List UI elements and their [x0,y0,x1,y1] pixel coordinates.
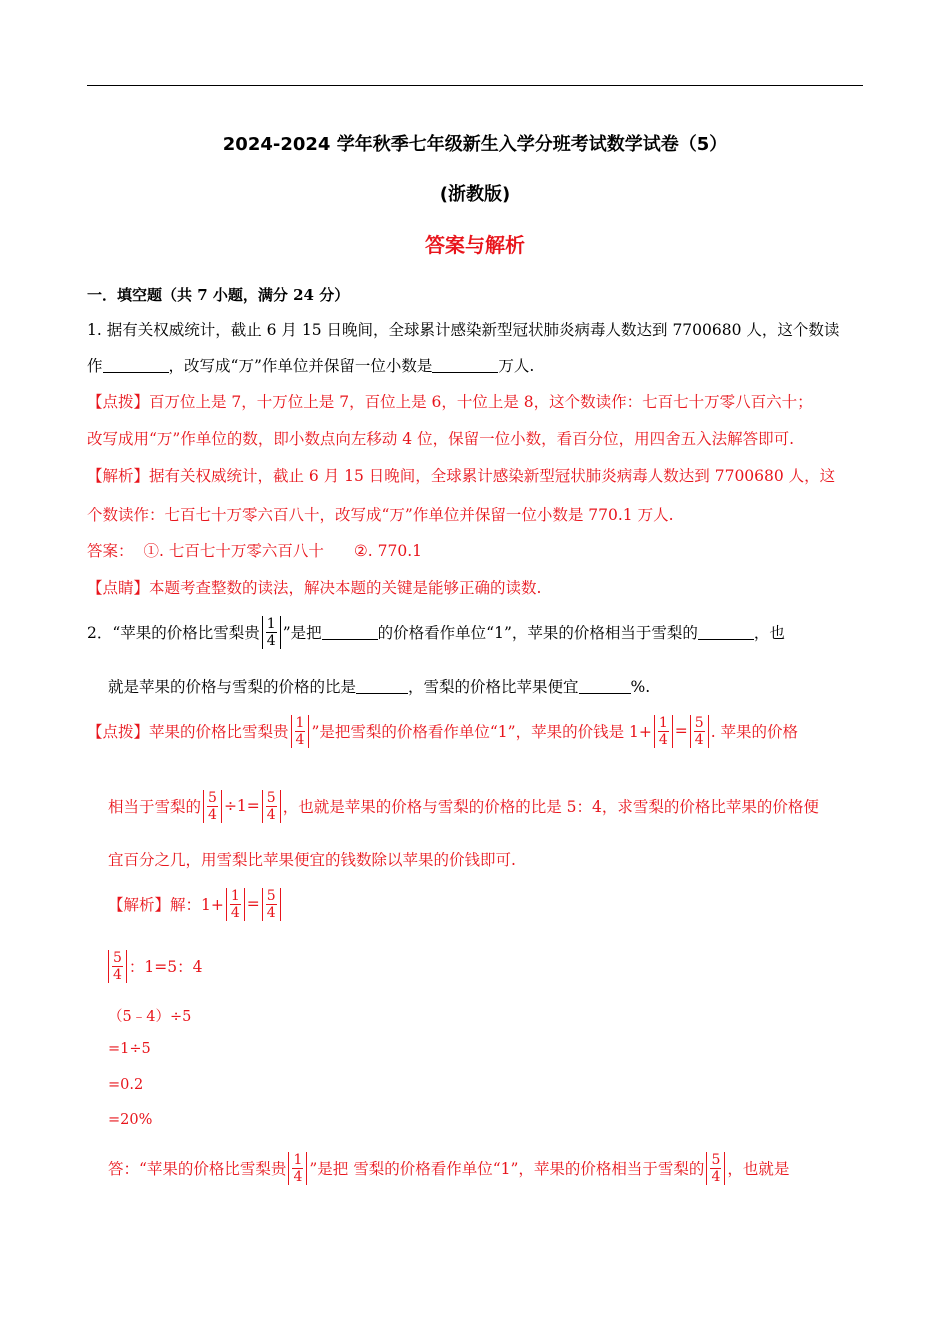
answer-heading: 答案与解析 [425,233,525,257]
q2-h2-text-c: ，也就是苹果的价格与雪梨的价格的比是 5：4，求雪梨的价格比苹果的价格便 [282,798,819,816]
q2-analysis-line4: =1÷5 [108,1041,151,1057]
q1-hint-line2: 改写成用“万”作单位的数，即小数点向左移动 4 位，保留一位小数，看百分位，用四舍五入法解答即可. [87,430,794,448]
q2-blank-1[interactable] [322,624,378,641]
q2-analysis-line2 [108,942,203,990]
q2-l1-text-c: 的价格看作单位“1”，苹果的价格相当于雪梨的 [377,624,698,642]
q2-h1-text-a: 【点拨】苹果的价格比雪梨贵 [87,723,289,741]
q2-ans-text-a: 答：“苹果的价格比雪梨贵 [108,1160,287,1178]
fraction-five-quarters: $\frac{5}{4}$ [262,790,281,823]
q2-line1 [87,612,785,652]
page-title: 2024-2024 学年秋季七年级新生入学分班考试数学试卷（5） [222,134,728,155]
q2-h2-text-b: ÷1= [223,797,260,815]
q2-l2-text-a: 就是苹果的价格与雪梨的价格的比是 [108,678,357,696]
q1-blank-1[interactable] [103,357,169,374]
q2-l1-text-b: ”是把 [282,624,322,642]
q2-answer-line [108,1144,789,1192]
q1-answer-label: 答案： [87,542,134,560]
q2-hint-line2 [108,782,819,830]
q2-blank-4[interactable] [579,678,631,695]
fraction-one-quarter: $\frac{1}{4}$ [654,715,673,748]
q1-answer [87,539,422,561]
q2-h1-text-b: ”是把雪梨的价格看作单位“1”，苹果的价钱是 1+ [311,723,652,741]
fraction-five-quarters: $\frac{5}{4}$ [262,888,281,921]
q2-blank-2[interactable] [698,624,754,641]
q2-a2-text: ：1=5：4 [128,958,203,976]
fraction-one-quarter: $\frac{1}{4}$ [291,715,310,748]
q2-l2-text-b: ，雪梨的价格比苹果便宜 [408,678,579,696]
q2-ans-text-b: ”是把 雪梨的价格看作单位“1”，苹果的价格相当于雪梨的 [309,1160,705,1178]
q1-line1: 1. 据有关权威统计，截止 6 月 15 日晚间，全球累计感染新型冠状肺炎病毒人数达到 7700680 人，这个数读 [87,321,840,339]
q1-analysis-line1: 【解析】据有关权威统计，截止 6 月 15 日晚间，全球累计感染新型冠状肺炎病毒人数达到 7700680 人，这 [87,467,836,485]
fraction-one-quarter: $\frac{1}{4}$ [262,616,281,649]
section-heading: 一．填空题（共 7 小题，满分 24 分） [87,286,350,304]
q1-comment: 【点睛】本题考查整数的读法，解决本题的关键是能够正确的读数. [87,579,542,597]
q2-hint-line3: 宜百分之几，用雪梨比苹果便宜的钱数除以苹果的价钱即可. [108,851,516,869]
header-rule [87,85,863,86]
fraction-five-quarters: $\frac{5}{4}$ [706,1152,725,1185]
q1-text-a: 作 [87,357,103,375]
q2-h1-text-d: . 苹果的价格 [710,723,799,741]
q2-hint-line1 [87,707,798,755]
q2-a1-text-b: = [246,895,260,913]
q2-h2-text-a: 相当于雪梨的 [108,798,202,816]
q1-analysis-line2: 个数读作：七百七十万零六百八十，改写成“万”作单位并保留一位小数是 770.1 万人. [87,506,674,524]
q2-analysis-line6: =20% [108,1112,153,1128]
q2-blank-3[interactable] [356,678,408,695]
q2-l1-text-a: 2．“苹果的价格比雪梨贵 [87,624,260,642]
q1-blank-2[interactable] [432,357,498,374]
fraction-one-quarter: $\frac{1}{4}$ [226,888,245,921]
q2-l1-text-d: ，也 [753,624,785,642]
q2-a1-text-a: 【解析】解：1+ [108,896,224,914]
q1-text-b: ，改写成“万”作单位并保留一位小数是 [168,357,433,375]
q1-answer-1: ①. 七百七十万零六百八十 [143,542,324,560]
fraction-five-quarters: $\frac{5}{4}$ [690,715,709,748]
q1-text-c: 万人. [498,357,535,375]
q1-hint-line1: 【点拨】百万位上是 7，十万位上是 7，百位上是 6，十位上是 8，这个数读作：七百七十万零八百六十； [87,393,813,411]
fraction-five-quarters: $\frac{5}{4}$ [108,950,127,983]
q2-analysis-line1 [108,880,283,928]
q2-line2 [108,675,650,697]
fraction-five-quarters: $\frac{5}{4}$ [203,790,222,823]
page-subtitle: (浙教版) [439,184,511,205]
q2-ans-text-c: ，也就是 [727,1160,790,1178]
q2-h1-text-c: = [674,722,688,740]
q2-analysis-line3: （5﹣4）÷5 [108,1009,192,1025]
fraction-one-quarter: $\frac{1}{4}$ [288,1152,307,1185]
q1-answer-2: ②. 770.1 [353,542,422,560]
q1-line2 [87,354,534,376]
q2-analysis-line5: =0.2 [108,1077,144,1093]
q2-l2-text-c: %. [630,678,651,696]
